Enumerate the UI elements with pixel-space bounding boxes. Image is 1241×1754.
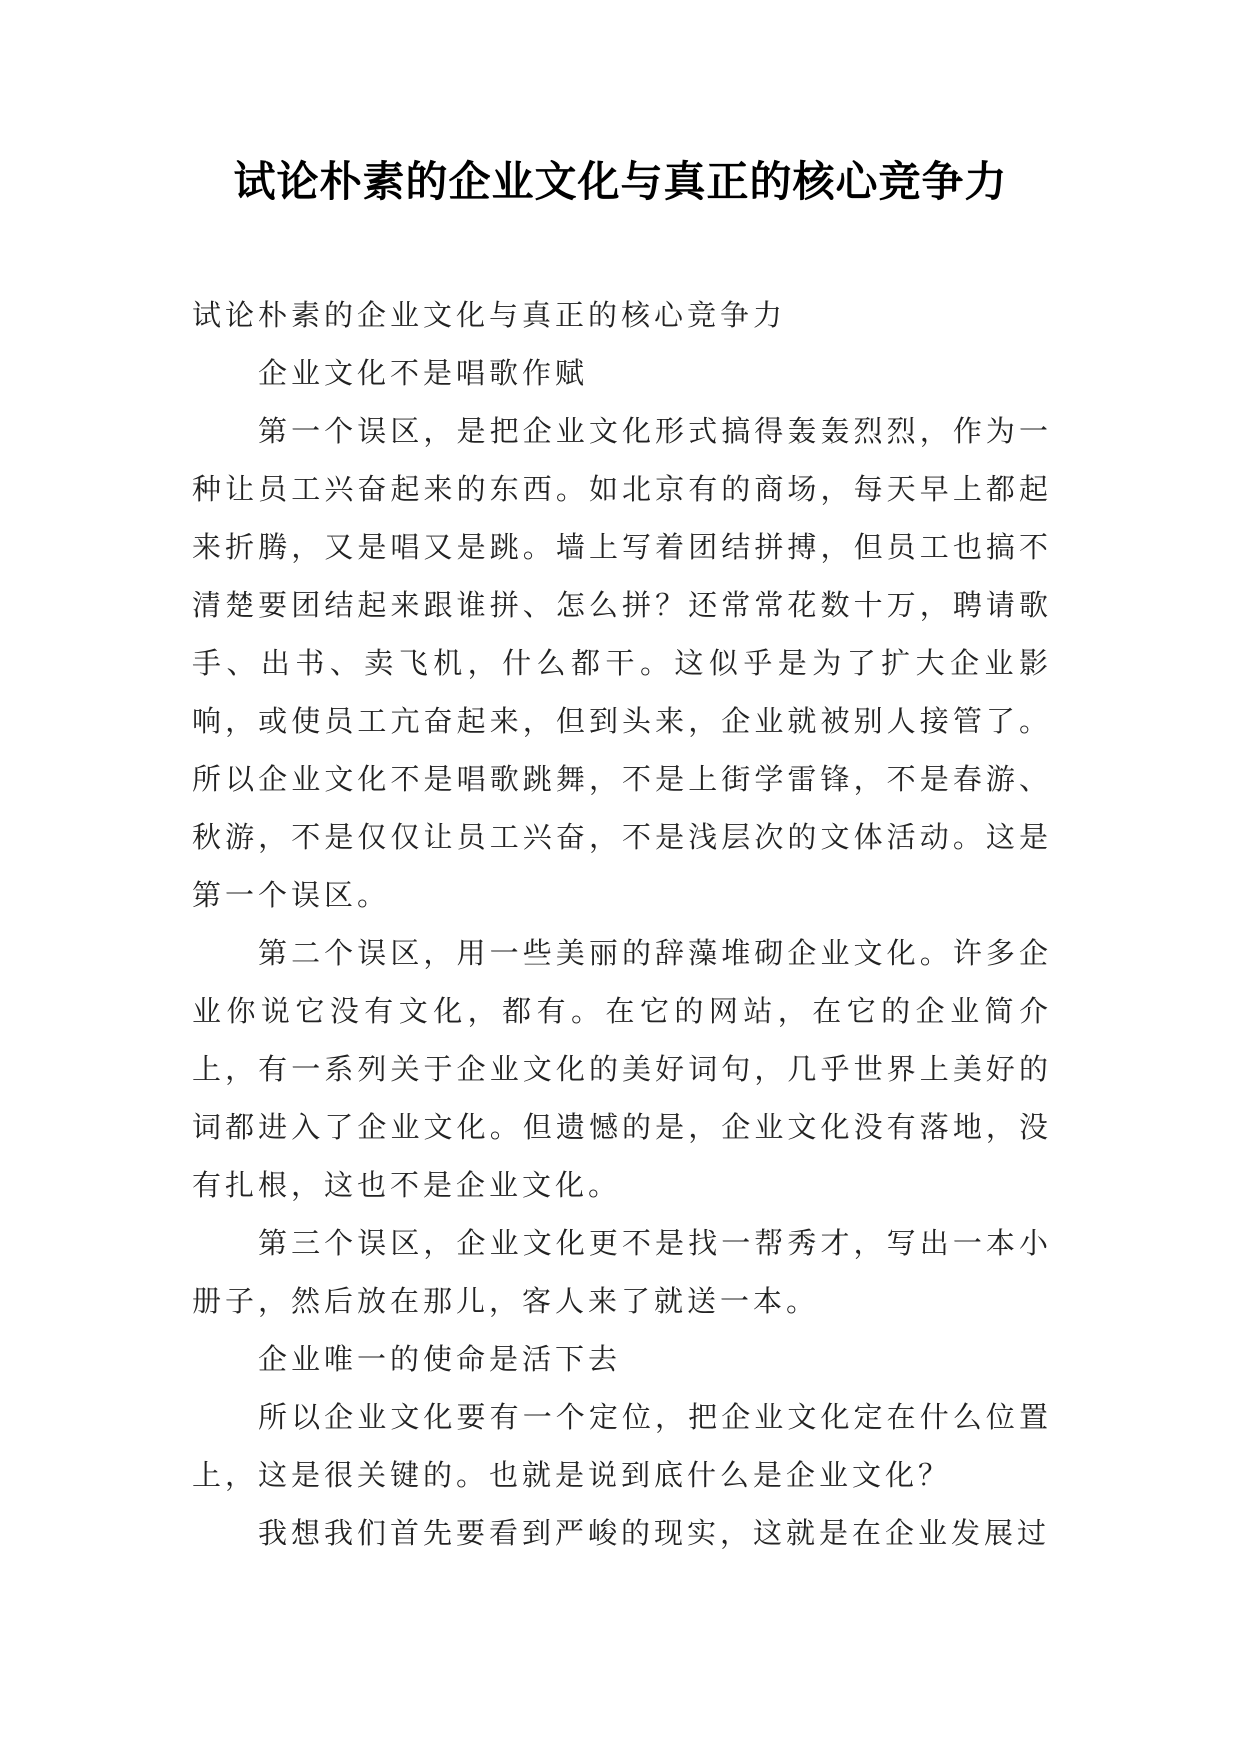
paragraph: 第一个误区，是把企业文化形式搞得轰轰烈烈，作为一种让员工兴奋起来的东西。如北京有的商场，每天早上都起来折腾，又是唱又是跳。墙上写着团结拼搏，但员工也搞不清楚要团结起来跟谁拼、怎么拼？还常常花数十万，聘请歌手、出书、卖飞机，什么都干。这似乎是为了扩大企业影响，或使员工亢奋起来，但到头来，企业就被别人接管了。所以企业文化不是唱歌跳舞，不是上街学雷锋，不是春游、秋游，不是仅仅让员工兴奋，不是浅层次的文体活动。这是第一个误区。 [192, 414, 1052, 912]
paragraph: 试论朴素的企业文化与真正的核心竞争力 [192, 298, 787, 332]
paragraph: 所以企业文化要有一个定位，把企业文化定在什么位置上，这是很关键的。也就是说到底什么是企业文化？ [192, 1400, 1052, 1492]
paragraph: 第二个误区，用一些美丽的辞藻堆砌企业文化。许多企业你说它没有文化，都有。在它的网站，在它的企业简介上，有一系列关于企业文化的美好词句，几乎世界上美好的词都进入了企业文化。但遗憾的是，企业文化没有落地，没有扎根，这也不是企业文化。 [192, 936, 1052, 1202]
section-heading: 企业唯一的使命是活下去 [258, 1342, 622, 1376]
paragraph: 第三个误区，企业文化更不是找一帮秀才，写出一本小册子，然后放在那儿，客人来了就送一本。 [192, 1226, 1052, 1318]
document-title: 试论朴素的企业文化与真正的核心竞争力 [233, 157, 1008, 206]
paragraph: 我想我们首先要看到严峻的现实，这就是在企业发展过 [258, 1516, 1051, 1550]
section-heading: 企业文化不是唱歌作赋 [258, 356, 589, 390]
document-body [192, 286, 1052, 1562]
